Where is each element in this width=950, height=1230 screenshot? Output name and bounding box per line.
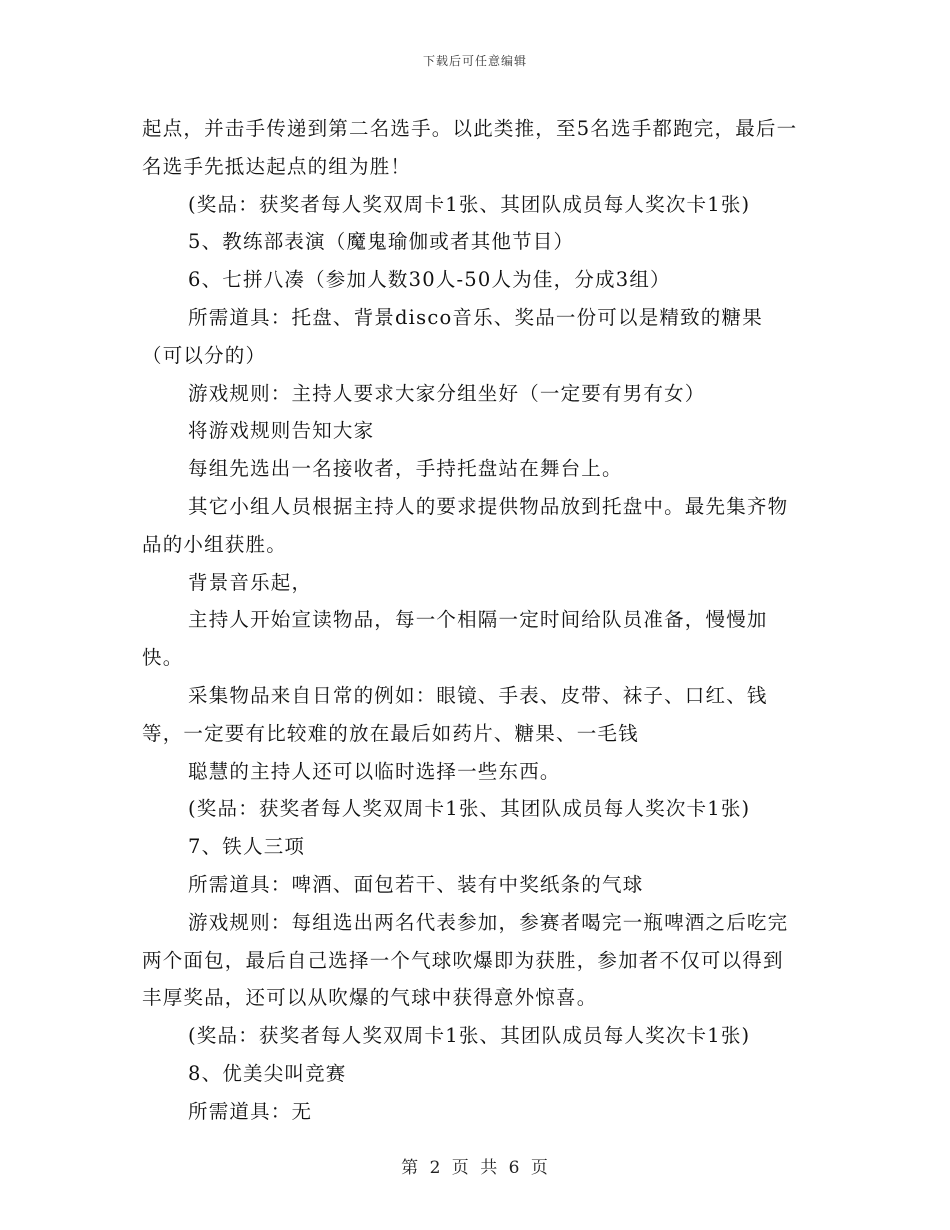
paragraph-section-6: 6、七拼八凑（参加人数30人-50人为佳，分成3组）: [188, 268, 671, 292]
page-number: 第 2 页 共 6 页: [401, 1158, 549, 1178]
paragraph-props: 所需道具：啤酒、面包若干、装有中奖纸条的气球: [188, 872, 644, 896]
paragraph-props: 所需道具：无: [188, 1099, 313, 1123]
paragraph-receiver: 每组先选出一名接收者，手持托盘站在舞台上。: [188, 457, 623, 481]
paragraph-items: 采集物品来自日常的例如：眼镜、手表、皮带、袜子、口红、钱等，一定要有比较难的放在最后如药片、糖果、一毛钱: [142, 683, 768, 745]
paragraph-rules: 游戏规则：每组选出两名代表参加，参赛者喝完一瓶啤酒之后吃完两个面包，最后自己选择一个气球吹爆即为获胜，参加者不仅可以得到丰厚奖品，还可以从吹爆的气球中获得意外惊喜。: [142, 910, 789, 1010]
paragraph-section-5: 5、教练部表演（魔鬼瑜伽或者其他节目）: [188, 230, 575, 254]
page-header: 下载后可任意编辑: [422, 54, 527, 68]
paragraph-prize-note: (奖品：获奖者每人奖双周卡1张、其团队成员每人奖次卡1张): [188, 1024, 751, 1048]
paragraph-section-7: 7、铁人三项: [188, 835, 306, 859]
paragraph-prize-note: (奖品：获奖者每人奖双周卡1张、其团队成员每人奖次卡1张): [188, 192, 751, 216]
paragraph-collect: 其它小组人员根据主持人的要求提供物品放到托盘中。最先集齐物品的小组获胜。: [142, 494, 789, 556]
document-body: [142, 110, 802, 1131]
paragraph-continuation: 起点，并击手传递到第二名选手。以此类推，至5名选手都跑完，最后一名选手先抵达起点的组为胜！: [142, 117, 798, 178]
paragraph-section-8: 8、优美尖叫竞赛: [188, 1061, 347, 1085]
paragraph-inform: 将游戏规则告知大家: [188, 419, 375, 443]
paragraph-rules: 游戏规则：主持人要求大家分组坐好（一定要有男有女）: [188, 381, 706, 405]
paragraph-prize-note: (奖品：获奖者每人奖双周卡1张、其团队成员每人奖次卡1张): [188, 797, 751, 821]
paragraph-host-reads: 主持人开始宣读物品，每一个相隔一定时间给队员准备，慢慢加快。: [142, 608, 768, 670]
paragraph-props: 所需道具：托盘、背景disco音乐、奖品一份可以是精致的糖果（可以分的）: [142, 305, 763, 367]
paragraph-host-choice: 聪慧的主持人还可以临时选择一些东西。: [188, 759, 561, 783]
paragraph-music: 背景音乐起，: [188, 570, 313, 594]
